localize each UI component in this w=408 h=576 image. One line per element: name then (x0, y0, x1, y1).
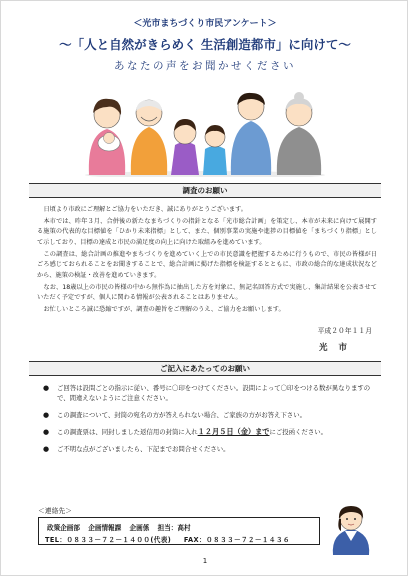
request-paragraph: この調査は、総合計画の推進やまちづくりを進めていく上での市民意識を把握するために行うもので、市民の皆様が日ごろ感じておられることをお聞きすることで、総合計画に掲げた指標を検証するとともに、市政の総合的な達成状況などから、施策の検証・改善を進めていきます。 (37, 250, 377, 279)
list-item (41, 410, 371, 420)
fax-number: FAX：０８３３－７２－１４３６ (183, 536, 290, 544)
note-text: ご回答は設問ごとの指示に従い、番号に〇印をつけてください。設問によって〇印をつける数が異なりますので、間違えないようにご注意ください。 (57, 384, 371, 402)
contact-label: ＜連絡先＞ (38, 507, 72, 515)
main-title: ～「人と自然がきらめく 生活創造都市」に向けて～ (59, 37, 351, 52)
notes-section-heading: ご記入にあたってのお願い (29, 361, 381, 376)
grandfather-figure (131, 100, 167, 175)
page-number: 1 (202, 557, 208, 565)
child-girl-figure (171, 119, 199, 175)
request-paragraph: なお、18歳以上の市民の皆様の中から無作為に抽出した方を対象に、無記名回答方式で実施し、集計結果を公表させていただく予定ですが、個人に関わる情報が公表されることはありません。 (37, 283, 377, 302)
list-item (41, 383, 371, 403)
division: 企画情報課 (88, 524, 122, 532)
department: 政策企画部 (47, 524, 80, 532)
list-item (41, 444, 371, 454)
tel-number: TEL：０８３３－７２－１４００(代表) (45, 536, 172, 544)
notes-list (41, 383, 371, 461)
request-paragraph: 本市では、昨年３月、合併後の新たなまちづくりの指針となる「光市総合計画」を策定し、本市が未来に向けて展開する施策の代表的な目標値を「ひかり未来指標」として、また、個別事業の実施や進捗の目標値を「まちづくり指標」として示しており、目標の達成と市民の満足度の向上に向けた取組みを進めています。 (37, 218, 377, 246)
person-in-charge: 担当：高村 (157, 524, 191, 532)
mother-with-baby-figure (89, 99, 125, 175)
request-paragraph: お忙しいところ誠に恐縮ですが、調査の趣旨をご理解のうえ、ご協力をお願いします。 (43, 306, 285, 314)
child-boy-figure (203, 125, 227, 175)
contact-box (38, 517, 320, 545)
list-item (41, 427, 371, 437)
note-text: この調査票は、同封しました返信用の封筒に入れ (57, 428, 198, 436)
bullet-icon: ● (43, 445, 50, 453)
issuer-name: 光 市 (319, 343, 351, 353)
request-body (37, 205, 377, 317)
father-figure (231, 93, 271, 175)
deadline-highlight: １２月５日（金）まで (197, 427, 270, 436)
section: 企画係 (129, 524, 150, 532)
issue-date: 平成２０年１１月 (317, 327, 372, 335)
request-paragraph: 日頃より市政にご理解とご協力をいただき、誠にありがとうございます。 (43, 206, 247, 213)
note-text: ご不明な点がございましたら、下記までお問合せください。 (57, 445, 230, 453)
family-illustration (79, 77, 331, 177)
request-section-heading: 調査のお願い (29, 183, 381, 198)
contact-department-line (47, 522, 197, 532)
note-text: この調査について、封筒の宛名の方が答えられない場合、ご家族の方がお答え下さい。 (57, 411, 306, 419)
survey-subtitle: ＜光市まちづくり市民アンケート＞ (133, 19, 277, 29)
staff-illustration (325, 501, 377, 555)
bullet-icon: ● (43, 411, 50, 419)
tagline: あなたの声をお聞かせください (114, 60, 296, 72)
note-text: にご投函ください。 (269, 428, 327, 436)
bullet-icon: ● (43, 428, 50, 436)
bullet-icon: ● (43, 384, 50, 392)
grandmother-figure (277, 92, 321, 175)
contact-phone-line (45, 534, 300, 544)
